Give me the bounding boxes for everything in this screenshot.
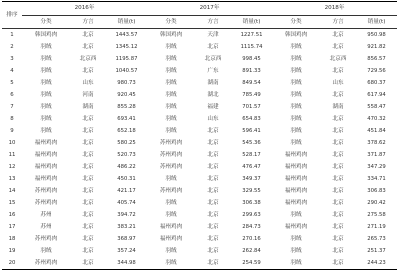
origin-cell: 北京	[207, 236, 219, 242]
category-cell: 羽绒	[165, 176, 177, 182]
origin-cell: 北京	[82, 188, 94, 194]
volume-cell: 558.47	[367, 104, 386, 110]
table-row	[2, 53, 397, 65]
origin-cell: 湖南	[332, 104, 344, 110]
volume-cell: 470.32	[367, 116, 386, 122]
year-header-2016: 2016年	[22, 2, 147, 16]
origin-cell: 北京	[207, 44, 219, 50]
rank-cell: 10	[8, 140, 16, 146]
volume-cell: 378.62	[367, 140, 386, 146]
origin-cell: 北京	[207, 152, 219, 158]
year-header-row	[2, 2, 397, 16]
volume-cell: 486.22	[117, 164, 136, 170]
table-row	[2, 221, 397, 233]
rank-cell: 7	[10, 104, 14, 110]
origin-cell: 湖南	[82, 104, 94, 110]
category-cell: 羽绒	[165, 128, 177, 134]
origin-cell: 北京	[332, 116, 344, 122]
category-cell: 福州鸡肉	[284, 224, 308, 230]
origin-cell: 北京	[70, 257, 106, 270]
volume-cell: 891.33	[242, 68, 261, 74]
volume-cell: 349.37	[242, 176, 261, 182]
category-header: 分类	[22, 16, 70, 29]
volume-cell: 275.58	[367, 212, 386, 218]
table-row	[2, 257, 397, 270]
volume-cell: 520.73	[117, 152, 136, 158]
rank-header: 排序	[2, 2, 22, 29]
table-row	[2, 137, 397, 149]
origin-cell: 北京	[332, 176, 344, 182]
volume-cell: 980.73	[117, 80, 136, 86]
origin-cell: 北京	[82, 212, 94, 218]
table-row	[2, 233, 397, 245]
volume-cell: 451.84	[367, 128, 386, 134]
table-row	[2, 245, 397, 257]
rank-cell: 4	[10, 68, 14, 74]
rank-cell: 12	[8, 164, 16, 170]
category-cell: 福州鸡肉	[284, 200, 308, 206]
rank-cell: 2	[10, 44, 14, 50]
category-cell: 羽绒	[165, 56, 177, 62]
category-cell: 苏州鸡肉	[159, 140, 183, 146]
category-cell: 羽绒	[165, 200, 177, 206]
volume-cell: 921.82	[367, 44, 386, 50]
origin-cell: 天津	[207, 32, 219, 38]
volume-cell: 701.57	[242, 104, 261, 110]
rank-cell: 18	[8, 236, 16, 242]
category-cell: 羽绒	[290, 80, 302, 86]
origin-header: 方言	[320, 16, 356, 29]
rank-cell: 1	[10, 32, 14, 38]
volume-cell: 580.25	[117, 140, 136, 146]
category-cell: 羽绒	[40, 44, 52, 50]
category-cell: 羽绒	[40, 68, 52, 74]
rank-cell: 17	[8, 224, 16, 230]
origin-cell: 北京西	[79, 56, 97, 62]
volume-cell: 262.84	[242, 248, 261, 254]
origin-cell: 北京	[332, 44, 344, 50]
volume-cell: 251.37	[367, 248, 386, 254]
table-row	[2, 101, 397, 113]
category-cell: 羽绒	[290, 236, 302, 242]
origin-cell: 北京	[82, 236, 94, 242]
volume-cell: 450.31	[117, 176, 136, 182]
category-cell: 羽绒	[290, 248, 302, 254]
origin-cell: 北京	[82, 164, 94, 170]
category-cell: 福州鸡肉	[284, 188, 308, 194]
volume-cell: 371.87	[367, 152, 386, 158]
origin-cell: 北京	[207, 176, 219, 182]
origin-cell: 广东	[207, 68, 219, 74]
rank-cell: 16	[8, 212, 16, 218]
rank-cell: 8	[10, 116, 14, 122]
rank-cell: 3	[10, 56, 14, 62]
volume-cell: 270.16	[242, 236, 261, 242]
category-cell: 羽绒	[40, 116, 52, 122]
origin-cell: 北京	[207, 164, 219, 170]
category-cell: 羽绒	[165, 212, 177, 218]
volume-cell: 265.73	[367, 236, 386, 242]
origin-cell: 北京	[195, 257, 231, 270]
volume-cell: 856.57	[367, 56, 386, 62]
table-row	[2, 197, 397, 209]
category-cell: 苏州	[40, 224, 52, 230]
category-header: 分类	[272, 16, 320, 29]
origin-cell: 北京	[82, 152, 94, 158]
volume-cell: 394.72	[117, 212, 136, 218]
origin-header: 方言	[70, 16, 106, 29]
category-cell: 福州鸡肉	[34, 140, 58, 146]
origin-cell: 北京	[320, 257, 356, 270]
volume-cell: 1195.87	[115, 56, 138, 62]
origin-cell: 北京	[207, 188, 219, 194]
category-cell: 羽绒	[165, 248, 177, 254]
category-cell: 羽绒	[290, 68, 302, 74]
category-cell: 苏州鸡肉	[159, 188, 183, 194]
origin-cell: 北京	[82, 248, 94, 254]
category-header: 分类	[147, 16, 195, 29]
category-cell: 羽绒	[40, 56, 52, 62]
volume-cell: 347.29	[367, 164, 386, 170]
year-header-2017: 2017年	[147, 2, 272, 16]
category-cell: 羽绒	[147, 257, 195, 270]
volume-cell: 596.41	[242, 128, 261, 134]
volume-cell: 290.42	[367, 200, 386, 206]
origin-cell: 北京	[207, 224, 219, 230]
volume-cell: 1345.12	[115, 44, 138, 50]
origin-cell: 北京	[82, 224, 94, 230]
origin-cell: 北京	[207, 128, 219, 134]
category-cell: 福州鸡肉	[34, 176, 58, 182]
origin-header: 方言	[195, 16, 231, 29]
volume-cell: 855.28	[117, 104, 136, 110]
volume-header: 销量(t)	[356, 16, 397, 29]
category-cell: 羽绒	[165, 116, 177, 122]
category-cell: 福州鸡肉	[284, 164, 308, 170]
origin-cell: 北京	[82, 116, 94, 122]
rank-cell: 9	[10, 128, 14, 134]
volume-cell: 920.45	[117, 92, 136, 98]
rank-cell: 11	[8, 152, 16, 158]
table-row	[2, 173, 397, 185]
volume-cell: 654.83	[242, 116, 261, 122]
volume-cell: 1115.74	[240, 44, 263, 50]
category-cell: 羽绒	[290, 212, 302, 218]
origin-cell: 北京	[332, 128, 344, 134]
origin-cell: 北京	[332, 248, 344, 254]
category-cell: 苏州鸡肉	[159, 152, 183, 158]
table-row	[2, 185, 397, 197]
table-row	[2, 209, 397, 221]
origin-cell: 北京	[332, 200, 344, 206]
origin-cell: 北京	[332, 188, 344, 194]
category-cell: 羽绒	[290, 44, 302, 50]
table-row	[2, 125, 397, 137]
volume-cell: 334.71	[367, 176, 386, 182]
volume-cell: 344.98	[106, 257, 147, 270]
volume-cell: 785.49	[242, 92, 261, 98]
table-row	[2, 149, 397, 161]
volume-cell: 729.56	[367, 68, 386, 74]
origin-cell: 北京	[82, 44, 94, 50]
volume-cell: 693.41	[117, 116, 136, 122]
origin-cell: 北京	[82, 32, 94, 38]
volume-cell: 306.38	[242, 200, 261, 206]
origin-cell: 北京	[332, 152, 344, 158]
origin-cell: 北京	[332, 236, 344, 242]
category-cell: 苏州鸡肉	[34, 188, 58, 194]
year-header-2018: 2018年	[272, 2, 397, 16]
category-cell: 羽绒	[290, 128, 302, 134]
origin-cell: 山东	[207, 116, 219, 122]
origin-cell: 北京西	[204, 56, 222, 62]
volume-cell: 528.17	[242, 152, 261, 158]
origin-cell: 湖北	[207, 92, 219, 98]
origin-cell: 北京	[332, 68, 344, 74]
category-cell: 羽绒	[40, 248, 52, 254]
origin-cell: 山东	[82, 80, 94, 86]
category-cell: 苏州鸡肉	[34, 236, 58, 242]
category-cell: 羽绒	[165, 44, 177, 50]
volume-cell: 244.23	[356, 257, 397, 270]
category-cell: 福州鸡肉	[159, 236, 183, 242]
volume-cell: 299.63	[242, 212, 261, 218]
origin-cell: 北京	[332, 32, 344, 38]
volume-cell: 357.24	[117, 248, 136, 254]
sales-ranking-table	[2, 1, 397, 270]
rank-cell: 19	[8, 248, 16, 254]
table-row	[2, 29, 397, 42]
origin-cell: 北京	[207, 140, 219, 146]
rank-cell: 6	[10, 92, 14, 98]
category-cell: 福州鸡肉	[284, 176, 308, 182]
category-cell: 羽绒	[290, 92, 302, 98]
category-cell: 羽绒	[290, 116, 302, 122]
table-row	[2, 161, 397, 173]
category-cell: 苏州鸡肉	[159, 164, 183, 170]
origin-cell: 北京	[332, 92, 344, 98]
category-cell: 福州鸡肉	[34, 164, 58, 170]
origin-cell: 北京	[207, 212, 219, 218]
origin-cell: 北京	[82, 140, 94, 146]
volume-cell: 950.98	[367, 32, 386, 38]
volume-cell: 1227.51	[240, 32, 263, 38]
volume-cell: 652.18	[117, 128, 136, 134]
category-cell: 羽绒	[40, 128, 52, 134]
volume-cell: 1443.57	[115, 32, 138, 38]
column-header-row	[2, 16, 397, 29]
origin-cell: 北京西	[329, 56, 347, 62]
origin-cell: 山东	[332, 80, 344, 86]
category-cell: 苏州鸡肉	[22, 257, 70, 270]
origin-cell: 湖南	[207, 80, 219, 86]
volume-cell: 405.74	[117, 200, 136, 206]
origin-cell: 北京	[207, 248, 219, 254]
volume-cell: 306.83	[367, 188, 386, 194]
category-cell: 羽绒	[290, 56, 302, 62]
volume-header: 销量(t)	[106, 16, 147, 29]
category-cell: 福州鸡肉	[34, 152, 58, 158]
category-cell: 羽绒	[165, 68, 177, 74]
category-cell: 羽绒	[40, 104, 52, 110]
category-cell: 羽绒	[40, 92, 52, 98]
origin-cell: 北京	[207, 200, 219, 206]
volume-cell: 368.97	[117, 236, 136, 242]
volume-cell: 329.55	[242, 188, 261, 194]
rank-cell: 13	[8, 176, 16, 182]
rank-cell: 14	[8, 188, 16, 194]
origin-cell: 北京	[82, 68, 94, 74]
table-row	[2, 65, 397, 77]
category-cell: 苏州鸡肉	[34, 200, 58, 206]
category-cell: 福州鸡肉	[284, 152, 308, 158]
origin-cell: 福建	[207, 104, 219, 110]
rank-cell: 5	[10, 80, 14, 86]
origin-cell: 北京	[332, 224, 344, 230]
table-body	[2, 29, 397, 270]
origin-cell: 北京	[332, 212, 344, 218]
volume-cell: 383.21	[117, 224, 136, 230]
volume-cell: 680.37	[367, 80, 386, 86]
volume-cell: 421.17	[117, 188, 136, 194]
volume-cell: 284.73	[242, 224, 261, 230]
origin-cell: 北京	[332, 140, 344, 146]
table-row	[2, 113, 397, 125]
table-row	[2, 77, 397, 89]
category-cell: 羽绒	[165, 80, 177, 86]
volume-cell: 617.94	[367, 92, 386, 98]
origin-cell: 河南	[82, 92, 94, 98]
origin-cell: 北京	[82, 128, 94, 134]
rank-cell: 20	[2, 257, 22, 270]
rank-cell: 15	[8, 200, 16, 206]
origin-cell: 北京	[82, 200, 94, 206]
volume-cell: 998.45	[242, 56, 261, 62]
category-cell: 韩国鸡肉	[159, 32, 183, 38]
table-row	[2, 89, 397, 101]
volume-cell: 476.47	[242, 164, 261, 170]
volume-cell: 1040.57	[115, 68, 138, 74]
volume-cell: 849.54	[242, 80, 261, 86]
category-cell: 福州鸡肉	[159, 224, 183, 230]
category-cell: 羽绒	[165, 104, 177, 110]
volume-header: 销量(t)	[231, 16, 272, 29]
volume-cell: 271.19	[367, 224, 386, 230]
origin-cell: 北京	[82, 176, 94, 182]
volume-cell: 254.59	[231, 257, 272, 270]
category-cell: 羽绒	[272, 257, 320, 270]
table-row	[2, 41, 397, 53]
category-cell: 韩国鸡肉	[284, 32, 308, 38]
volume-cell: 545.36	[242, 140, 261, 146]
origin-cell: 北京	[332, 164, 344, 170]
category-cell: 苏州	[40, 212, 52, 218]
category-cell: 羽绒	[165, 92, 177, 98]
category-cell: 韩国鸡肉	[34, 32, 58, 38]
category-cell: 羽绒	[290, 104, 302, 110]
category-cell: 羽绒	[40, 80, 52, 86]
category-cell: 羽绒	[290, 140, 302, 146]
